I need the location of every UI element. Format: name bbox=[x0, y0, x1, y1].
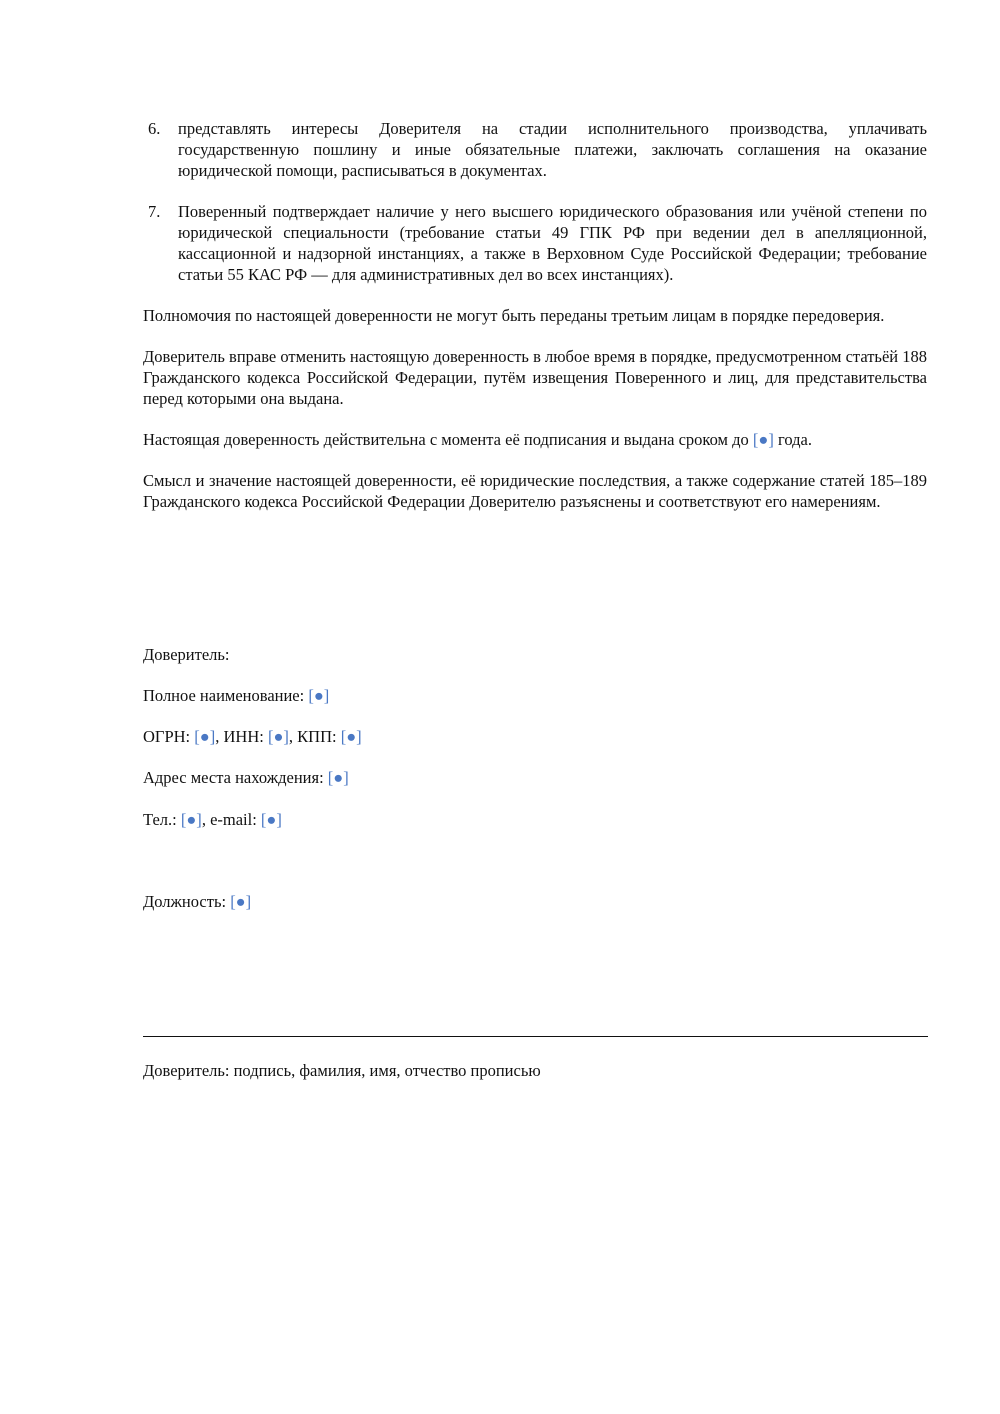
principal-heading: Доверитель: bbox=[143, 645, 230, 664]
principal-address-line bbox=[143, 767, 927, 788]
principal-contacts-line bbox=[143, 809, 927, 830]
revocation-paragraph: Доверитель вправе отменить настоящую доверенность в любое время в порядке, предусмотренном статьёй 188 Гражданского кодекса Российской Федерации, путём извещения Поверенного и лиц, для представительства перед которыми она выдана. bbox=[143, 347, 927, 408]
signature-caption: Доверитель: подпись, фамилия, имя, отчество прописью bbox=[143, 1061, 541, 1080]
phone-placeholder: [●] bbox=[180, 810, 202, 829]
list-item-7 bbox=[143, 201, 927, 285]
signature-line bbox=[143, 1036, 928, 1037]
validity-paragraph bbox=[143, 429, 927, 450]
list-item-6 bbox=[143, 118, 927, 181]
principal-position-line bbox=[143, 891, 927, 912]
kpp-placeholder: [●] bbox=[340, 727, 362, 746]
ogrn-label: ОГРН: bbox=[143, 727, 195, 746]
full-name-label: Полное наименование: bbox=[143, 686, 309, 705]
phone-label: Тел.: bbox=[143, 810, 181, 829]
list-number: 6. bbox=[148, 119, 161, 138]
kpp-label: , КПП: bbox=[288, 727, 341, 746]
inn-label: , ИНН: bbox=[215, 727, 268, 746]
list-number: 7. bbox=[148, 202, 161, 221]
email-placeholder: [●] bbox=[260, 810, 282, 829]
validity-text: Настоящая доверенность действительна с момента её подписания и выдана сроком до bbox=[143, 430, 753, 449]
meaning-paragraph: Смысл и значение настоящей доверенности, её юридические последствия, а также содержание статей 185–189 Гражданского кодекса Российской Федерации Доверителю разъяснены и соответствуют его намерениям. bbox=[143, 471, 927, 511]
position-placeholder: [●] bbox=[230, 892, 252, 911]
principal-registration-line bbox=[143, 726, 927, 747]
address-label: Адрес места нахождения: bbox=[143, 768, 328, 787]
principal-full-name-line bbox=[143, 685, 927, 706]
validity-date-placeholder: [●] bbox=[752, 430, 774, 449]
no-substitution-paragraph: Полномочия по настоящей доверенности не могут быть переданы третьим лицам в порядке передоверия. bbox=[143, 306, 885, 325]
position-label: Должность: bbox=[143, 892, 231, 911]
document-body bbox=[143, 118, 927, 532]
email-label: , e-mail: bbox=[201, 810, 261, 829]
list-item-text: представлять интересы Доверителя на стадии исполнительного производства, уплачивать государственную пошлину и иные обязательные платежи, заключать соглашения на оказание юридической помощи, расписываться в документах. bbox=[178, 119, 927, 180]
ogrn-placeholder: [●] bbox=[194, 727, 216, 746]
validity-text-end: года. bbox=[773, 430, 812, 449]
address-placeholder: [●] bbox=[327, 768, 349, 787]
inn-placeholder: [●] bbox=[267, 727, 289, 746]
full-name-placeholder: [●] bbox=[308, 686, 330, 705]
list-item-text: Поверенный подтверждает наличие у него высшего юридического образования или учёной степени по юридической специальности (требование статьи 49 ГПК РФ при ведении дел в апелляционной, кассационной и надзорной инстанциях, а также в Верховном Суде Российской Федерации; требование статьи 55 КАС РФ — для административных дел во всех инстанциях). bbox=[178, 202, 927, 284]
